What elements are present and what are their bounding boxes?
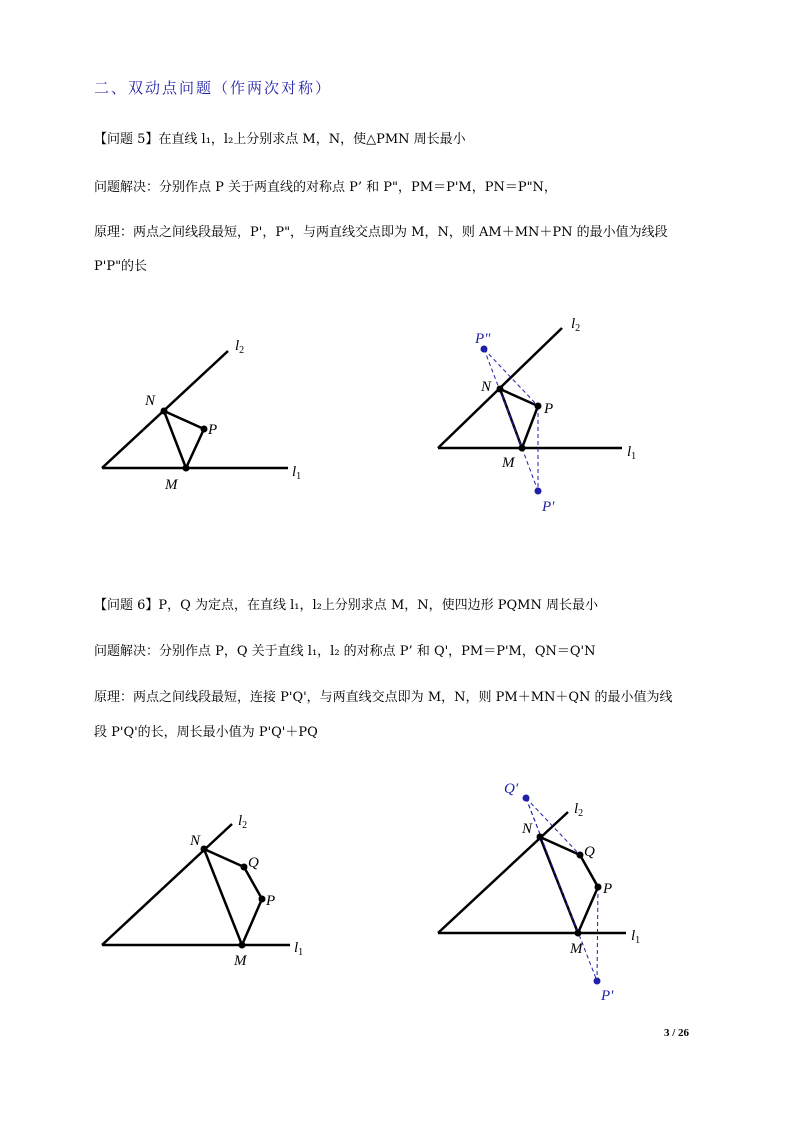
label-Q-3: Q [248, 855, 259, 871]
label-P-prime-2: P' [601, 988, 614, 1004]
problem6-title: 【问题 6】P，Q 为定点，在直线 l₁，l₂上分别求点 M，N，使四边形 PQMN 周长最小 [94, 598, 598, 613]
figure-6-right-construction [526, 798, 598, 981]
problem5-title: 【问题 5】在直线 l₁，l₂上分别求点 M，N，使△PMN 周长最小 [94, 132, 466, 147]
label-P: P [208, 422, 218, 438]
label-N-3: N [190, 833, 201, 849]
label-l2-3: l [238, 813, 243, 829]
label-Q-4: Q [584, 844, 595, 860]
svg-text:l1 [631, 928, 640, 946]
page-number: 3 / 26 [664, 1027, 690, 1039]
label-l1-2-sub: 1 [631, 451, 637, 462]
label-N: N [145, 393, 156, 409]
svg-text:l1 [292, 464, 301, 482]
svg-text:l2 [571, 316, 580, 334]
label-P-2: P [544, 401, 554, 417]
problem6-solution: 问题解决：分别作点 P，Q 关于直线 l₁，l₂ 的对称点 P’ 和 Q'，PM＝P'M，QN＝Q'N [94, 644, 596, 659]
label-M-4: M [570, 941, 583, 957]
label-M: M [165, 477, 178, 493]
label-P-double-prime: P" [475, 331, 491, 347]
label-l2-4: l [574, 801, 579, 817]
problem6-principle-line2: 段 P'Q'的长，周长最小值为 P'Q'＋PQ [94, 725, 318, 740]
svg-text:l1 [294, 940, 303, 958]
svg-text:l2 [235, 338, 244, 356]
figure-5-left [102, 351, 288, 468]
label-l2-2: l [571, 316, 576, 332]
problem5-principle-line1: 原理：两点之间线段最短，P'，P"，与两直线交点即为 M，N，则 AM＋MN＋PN 的最小值为线段 [94, 225, 668, 240]
label-l1-3-sub: 1 [298, 947, 304, 958]
svg-text:l2 [238, 813, 247, 831]
label-Q-prime: Q' [504, 781, 519, 797]
label-l1-2: l [627, 444, 632, 460]
figure-5-right [438, 328, 622, 448]
problem5-solution: 问题解决：分别作点 P 关于两直线的对称点 P’ 和 P"，PM＝P'M，PN＝P"N， [94, 180, 557, 195]
svg-text:l2 [574, 801, 583, 819]
label-l1-4-sub: 1 [635, 935, 641, 946]
label-l2-4-sub: 2 [578, 808, 584, 819]
label-P-3: P [266, 893, 276, 909]
section-title: 二、双动点问题（作两次对称） [94, 79, 333, 97]
label-l2-sub: 2 [239, 345, 245, 356]
label-l1: l [292, 464, 297, 480]
problem6-principle-line1: 原理：两点之间线段最短，连接 P'Q'，与两直线交点即为 M，N，则 PM＋MN＋QN 的最小值为线 [94, 690, 673, 705]
svg-text:l1 [627, 444, 636, 462]
label-l1-3: l [294, 940, 299, 956]
label-l2: l [235, 338, 240, 354]
label-l2-2-sub: 2 [575, 323, 581, 334]
problem5-principle-line2: P'P"的长 [94, 259, 148, 274]
label-M-2: M [502, 455, 515, 471]
label-P-4: P [603, 881, 613, 897]
label-N-4: N [522, 821, 533, 837]
label-l2-3-sub: 2 [242, 820, 248, 831]
label-P-prime: P' [542, 499, 555, 515]
label-M-3: M [234, 953, 247, 969]
label-l1-4: l [631, 928, 636, 944]
label-N-2: N [481, 379, 492, 395]
label-l1-sub: 1 [296, 471, 302, 482]
